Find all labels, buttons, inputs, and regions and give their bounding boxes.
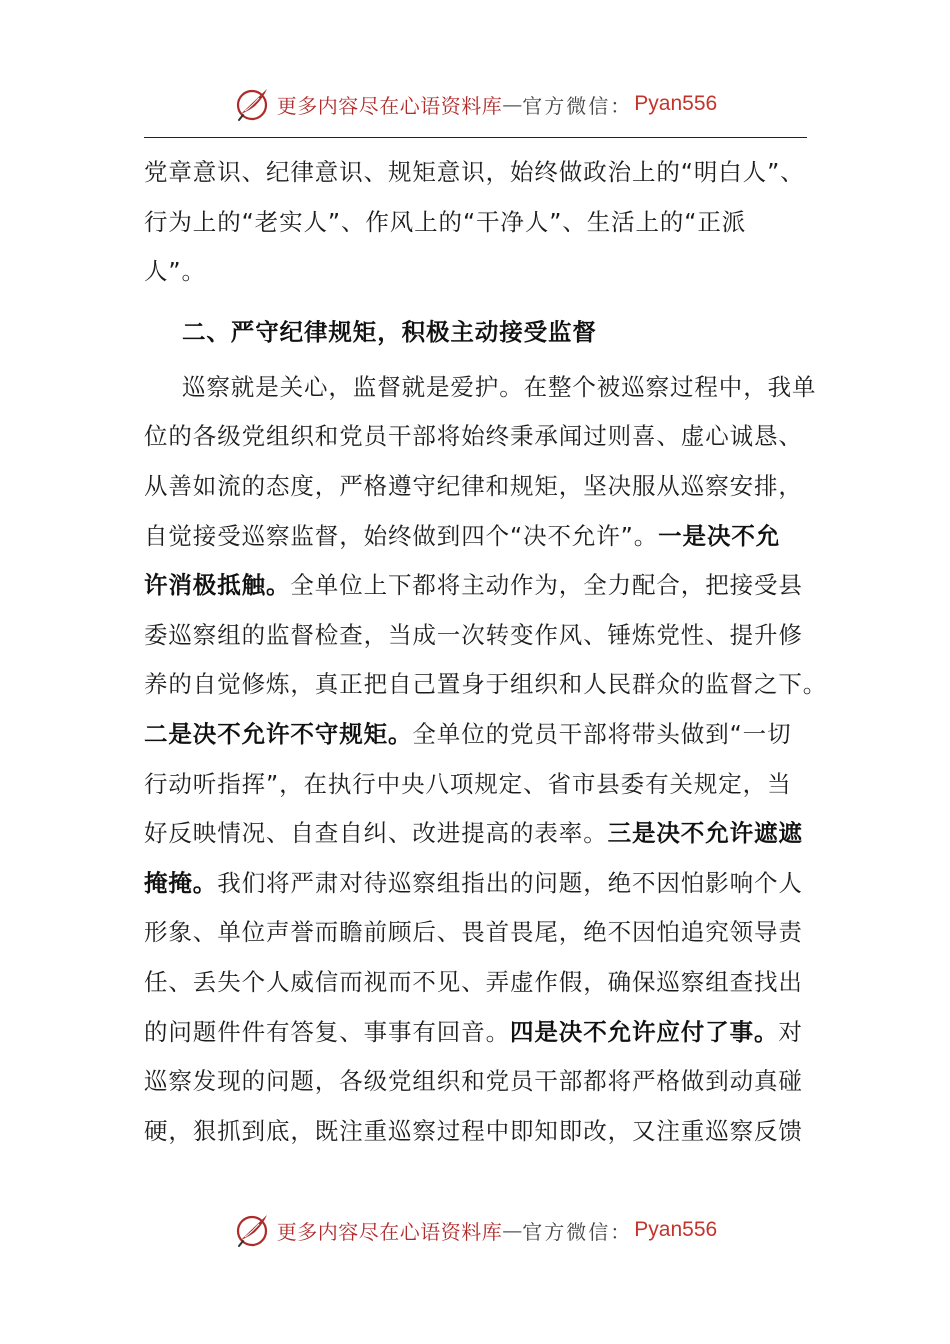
paragraph-line: 党章意识、纪律意识、规矩意识，始终做政治上的“明白人”、 — [144, 158, 805, 186]
bold-text-run: 掩掩。 — [144, 868, 218, 897]
quill-logo-icon — [233, 84, 273, 124]
document-body — [144, 148, 828, 1156]
header-wechat-handle: Pyan556 — [634, 92, 718, 115]
bold-text-run: 二是决不允许不守规矩。 — [144, 719, 413, 748]
header-separator: — — [502, 92, 523, 116]
paragraph-line — [144, 809, 814, 859]
paragraph-line — [144, 710, 814, 760]
text-run: 自觉接受巡察监督，始终做到四个“决不允许”。 — [144, 521, 659, 550]
paragraph-line: 养的自觉修炼，真正把自己置身于组织和人民群众的监督之下。 — [144, 670, 828, 699]
footer-separator: — — [502, 1218, 523, 1242]
paragraph-line: 行动听指挥”，在执行中央八项规定、省市县委有关规定，当 — [144, 769, 792, 798]
header-brand-text: 更多内容尽在心语资料库 — [276, 93, 503, 118]
section-heading: 二、严守纪律规矩，积极主动接受监督 — [182, 317, 597, 346]
bold-text-run: 四是决不允许应付了事。 — [510, 1017, 779, 1046]
footer-wechat-handle: Pyan556 — [634, 1218, 718, 1241]
header-official-label: 官方微信： — [522, 93, 633, 118]
paragraph-line: 形象、单位声誉而瞻前顾后、畏首畏尾，绝不因怕追究领导责 — [144, 918, 803, 947]
paragraph-line — [144, 859, 814, 909]
text-run: 对 — [778, 1017, 803, 1046]
bold-text-run: 三是决不允许遮遮 — [607, 819, 803, 848]
header-divider — [144, 137, 807, 138]
bold-text-run: 许消极抵触。 — [144, 571, 291, 600]
paragraph-line: 从善如流的态度，严格遵守纪律和规矩，坚决服从巡察安排， — [144, 471, 803, 500]
paragraph-line: 任、丢失个人威信而视而不见、弄虚作假，确保巡察组查找出 — [144, 967, 803, 996]
paragraph-line: 硬，狠抓到底，既注重巡察过程中即知即改，又注重巡察反馈 — [144, 1116, 803, 1145]
paragraph-line: 巡察发现的问题，各级党组织和党员干部都将严格做到动真碰 — [144, 1067, 803, 1096]
text-run: 全单位的党员干部将带头做到“一切 — [412, 719, 792, 748]
footer-banner — [0, 1206, 950, 1254]
paragraph-line: 人”。 — [144, 257, 206, 286]
paragraph-line — [144, 512, 814, 562]
paragraph-line: 委巡察组的监督检查，当成一次转变作风、锤炼党性、提升修 — [144, 620, 803, 649]
text-run: 的问题件件有答复、事事有回音。 — [144, 1017, 510, 1046]
paragraph-line: 巡察就是关心，监督就是爱护。在整个被巡察过程中，我单 — [182, 372, 817, 401]
footer-brand-text: 更多内容尽在心语资料库 — [276, 1219, 503, 1244]
text-run: 好反映情况、自查自纠、改进提高的表率。 — [144, 819, 608, 848]
bold-text-run: 一是决不允 — [658, 521, 781, 550]
quill-logo-icon — [233, 1210, 273, 1250]
footer-official-label: 官方微信： — [522, 1219, 633, 1244]
paragraph-line — [144, 1008, 814, 1058]
text-run: 我们将严肃对待巡察组指出的问题，绝不因怕影响个人 — [217, 868, 803, 897]
header-banner — [0, 80, 950, 128]
paragraph-line — [144, 561, 814, 611]
paragraph-line: 行为上的“老实人”、作风上的“干净人”、生活上的“正派 — [144, 207, 747, 236]
text-run: 全单位上下都将主动作为，全力配合，把接受县 — [290, 571, 803, 600]
paragraph-line: 位的各级党组织和党员干部将始终秉承闻过则喜、虚心诚恳、 — [144, 422, 803, 451]
